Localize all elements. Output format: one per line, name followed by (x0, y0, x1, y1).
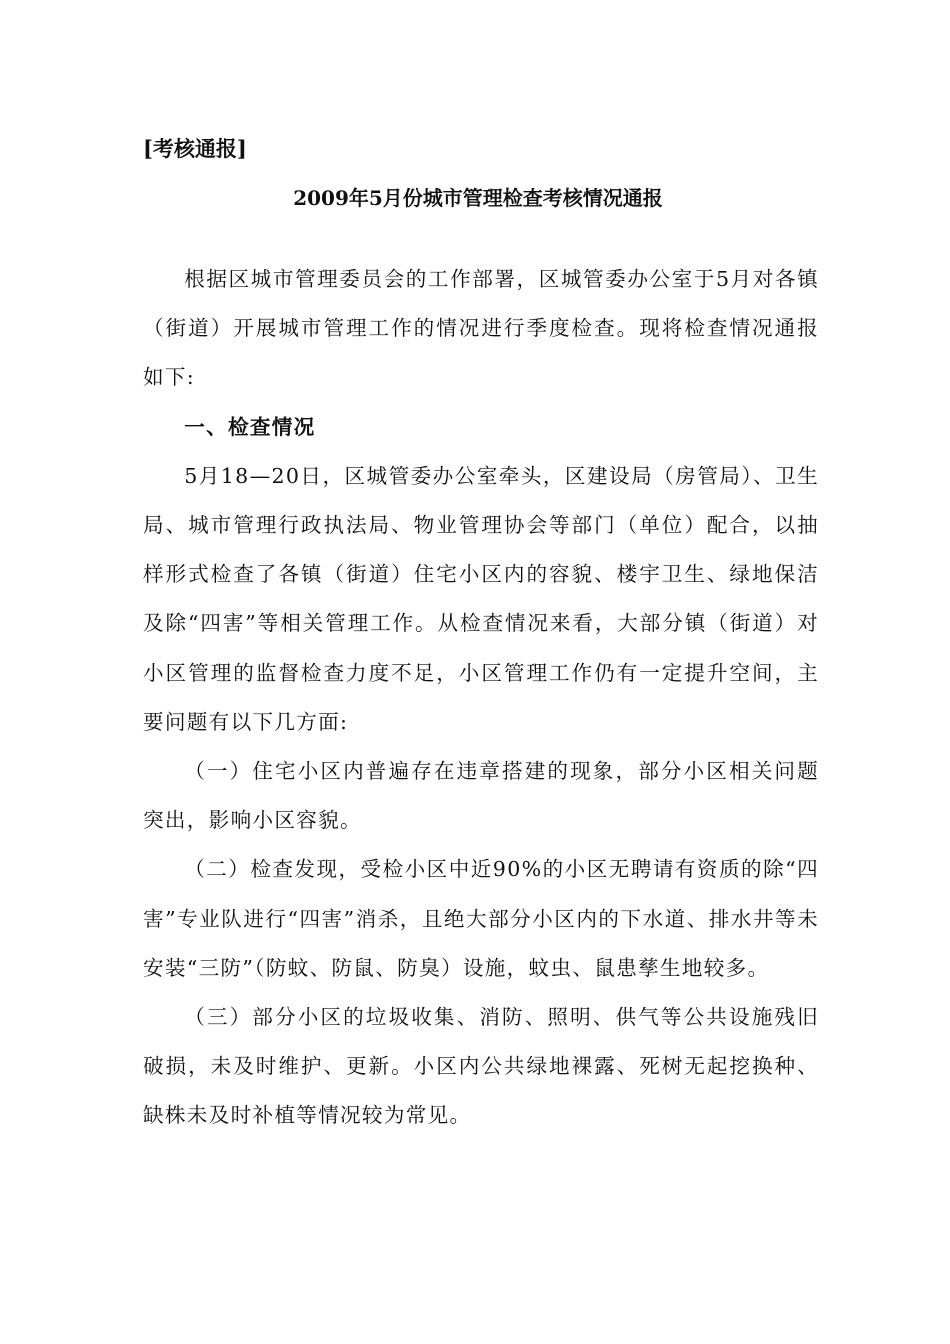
section-heading: 一、检查情况 (184, 414, 316, 439)
document-tag: [考核通报] (143, 136, 247, 161)
issue-paragraph-2: （二）检查发现，受检小区中近90%的小区无聘请有资质的除“四害”专业队进行“四害”消杀，且绝大部分小区内的下水道、排水井等未安装“三防”（防蚊、防鼠、防臭）设施，蚊虫、鼠患孳生地较多。 (143, 857, 819, 980)
intro-paragraph: 根据区城市管理委员会的工作部署，区城管委办公室于5月对各镇（街道）开展城市管理工作的情况进行季度检查。现将检查情况通报如下: (143, 267, 819, 390)
section-paragraph: 5月18—20日，区城管委办公室牵头，区建设局（房管局）、卫生局、城市管理行政执法局、物业管理协会等部门（单位）配合，以抽样形式检查了各镇（街道）住宅小区内的容貌、楼宇卫生、绿地保洁及除“四害”等相关管理工作。从检查情况来看，大部分镇（街道）对小区管理的监督检查力度不足，小区管理工作仍有一定提升空间，主要问题有以下几方面: (143, 463, 819, 734)
issue-paragraph-1: （一）住宅小区内普遍存在违章搭建的现象，部分小区相关问题突出，影响小区容貌。 (143, 759, 819, 833)
document-title: 2009年5月份城市管理检查考核情况通报 (293, 186, 663, 210)
issue-paragraph-3: （三）部分小区的垃圾收集、消防、照明、供气等公共设施残旧破损，未及时维护、更新。小区内公共绿地裸露、死树无起挖换种、缺株未及时补植等情况较为常见。 (143, 1005, 819, 1128)
document-body (143, 255, 819, 1141)
